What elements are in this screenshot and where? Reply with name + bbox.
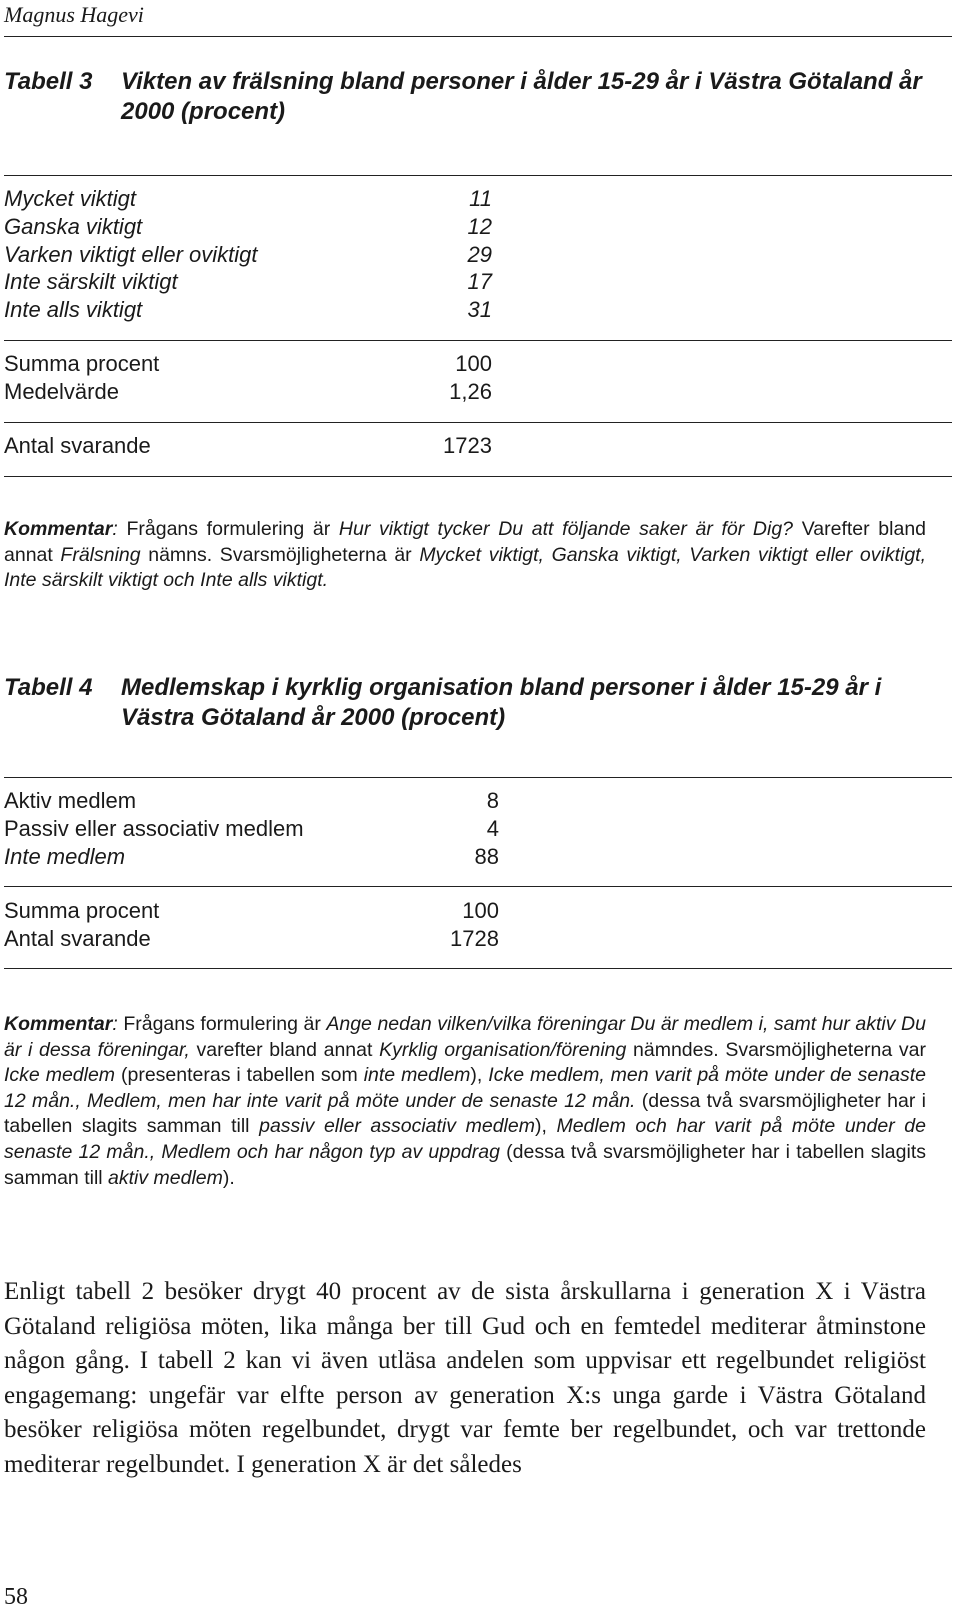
row-value: 12 xyxy=(467,214,492,239)
row-label: Inte särskilt viktigt xyxy=(4,269,178,294)
table4-top-rule xyxy=(4,777,952,778)
row-label: Aktiv medlem xyxy=(4,788,137,813)
comment-text: varefter bland annat xyxy=(189,1038,380,1061)
comment-text: Frågans formulering är xyxy=(123,1013,327,1035)
header-rule xyxy=(4,36,952,37)
table4-label: Tabell 4 xyxy=(4,674,93,701)
table4-bottom-rule xyxy=(4,968,952,969)
row-value: 1,26 xyxy=(449,379,492,404)
table3-top-rule xyxy=(4,175,952,176)
comment-italic: passiv eller associativ medlem xyxy=(259,1115,535,1138)
comment-italic: Icke medlem, men varit på möte under de senaste 12 mån., Medlem, men har inte varit på möte under de senaste 12 mån. xyxy=(4,1064,926,1112)
row-label: Summa procent xyxy=(4,898,160,923)
row-value: 31 xyxy=(467,297,492,322)
comment-italic: inte medlem xyxy=(363,1064,471,1087)
comment-text: nämndes. Svarsmöjligheterna var xyxy=(626,1038,926,1061)
row-value: 100 xyxy=(462,898,499,923)
row-value: 1728 xyxy=(450,926,499,951)
comment-italic: Hur viktigt tycker Du att följande saker är för Dig? xyxy=(338,518,794,540)
row-value: 88 xyxy=(474,844,499,869)
row-value: 29 xyxy=(467,242,492,267)
comment-text: (dessa två svarsmöjligheter har i tabellen slagits samman till xyxy=(4,1089,926,1138)
row-label: Antal svarande xyxy=(4,926,151,951)
table4-mid-rule xyxy=(4,886,952,887)
comment-italic: Medlem och har varit på möte under de senaste 12 mån., Medlem och har någon typ av uppdrag xyxy=(4,1115,926,1163)
row-label: Varken viktigt eller oviktigt xyxy=(4,242,258,267)
comment-italic: Icke medlem xyxy=(4,1064,116,1087)
body-paragraph: Enligt tabell 2 besöker drygt 40 procent av de sista årskullarna i generation X i Västra Götaland religiösa möten, lika många ber till Gud och en femtedel mediterar åtminstone någon gång. I tabell 2 kan vi även utläsa andelen som uppvisar ett regelbundet religiöst engagemang: ungefär var elfte person av generation X:s unga garde i Västra Götaland besöker religiösa möten regelbundet, drygt var femte ber regelbundet, och var trettonde mediterar regelbundet. I generation X är det således xyxy=(4,1278,926,1478)
comment-text: ). xyxy=(222,1166,235,1189)
comment-italic: Mycket viktigt, Ganska viktigt, Varken viktigt eller oviktigt, Inte särskilt viktigt och Inte alls viktigt. xyxy=(4,543,926,592)
row-label: Inte medlem xyxy=(4,844,126,869)
row-label: Ganska viktigt xyxy=(4,214,143,239)
page-number: 58 xyxy=(4,1584,28,1610)
comment-text: nämns. Svarsmöjligheterna är xyxy=(140,543,420,566)
row-label: Summa procent xyxy=(4,351,160,376)
comment-lead: Kommentar xyxy=(4,518,113,540)
comment-text: (dessa två svarsmöjligheter har i tabellen slagits samman till xyxy=(4,1140,926,1189)
table3-n-rule xyxy=(4,422,952,423)
table4-comment: Kommentar: Frågans formulering är Ange nedan vilken/vilka föreningar Du är medlem i, samt hur aktiv Du är i dessa föreningar, varefter bland annat Kyrklig organisation/förening nämndes. Svarsmöjligheterna var Icke medlem (presenteras i tabellen som inte medlem), Icke medlem, men varit på möte under de senaste 12 mån., Medlem, men har inte varit på möte under de senaste 12 mån. (dessa två svarsmöjligheter har i tabellen slagits samman till passiv eller associativ medlem), Medlem och har varit på möte under de senaste 12 mån., Medlem och har någon typ av uppdrag (dessa två svarsmöjligheter har i tabellen slagits samman till aktiv medlem). xyxy=(4,1013,926,1189)
table3-label: Tabell 3 xyxy=(4,68,93,95)
table4-title xyxy=(4,673,934,733)
table3-comment: Kommentar: Frågans formulering är Hur viktigt tycker Du att följande saker är för Dig? Varefter bland annat Frälsning nämns. Svarsmöjligheterna är Mycket viktigt, Ganska viktigt, Varken viktigt eller oviktigt, Inte särskilt viktigt och Inte alls viktigt. xyxy=(4,518,927,592)
row-value: 1723 xyxy=(443,433,492,458)
table3-title xyxy=(4,67,934,127)
table4-caption: Medlemskap i kyrklig organisation bland personer i ålder 15-29 år i Västra Götaland år 2000 (procent) xyxy=(121,674,882,731)
row-value: 4 xyxy=(486,816,499,841)
row-label: Inte alls viktigt xyxy=(4,297,143,322)
comment-text: Varefter bland annat xyxy=(4,518,927,566)
comment-italic: Frälsning xyxy=(60,543,141,566)
comment-italic: Ange nedan vilken/vilka föreningar Du är medlem i, samt hur aktiv Du är i dessa föreningar, xyxy=(4,1013,926,1061)
row-label: Passiv eller associativ medlem xyxy=(4,816,304,841)
table3-caption: Vikten av frälsning bland personer i ålder 15-29 år i Västra Götaland år 2000 (procent) xyxy=(121,68,922,125)
table3-mid-rule xyxy=(4,340,952,341)
row-label: Medelvärde xyxy=(4,379,119,404)
comment-italic: Kyrklig organisation/förening xyxy=(379,1038,627,1061)
comment-text: ), xyxy=(534,1115,557,1138)
row-value: 17 xyxy=(467,269,492,294)
row-value: 8 xyxy=(486,788,499,813)
comment-text: (presenteras i tabellen som xyxy=(115,1064,364,1087)
comment-lead: Kommentar xyxy=(4,1013,113,1035)
comment-italic: aktiv medlem xyxy=(108,1166,223,1189)
running-header-author: Magnus Hagevi xyxy=(4,2,144,27)
row-label: Antal svarande xyxy=(4,433,151,458)
table3-bottom-rule xyxy=(4,476,952,477)
row-label: Mycket viktigt xyxy=(4,186,137,211)
comment-text: Frågans formulering är xyxy=(126,518,339,540)
row-value: 11 xyxy=(469,186,492,211)
comment-text: ), xyxy=(470,1064,489,1087)
row-value: 100 xyxy=(455,351,492,376)
